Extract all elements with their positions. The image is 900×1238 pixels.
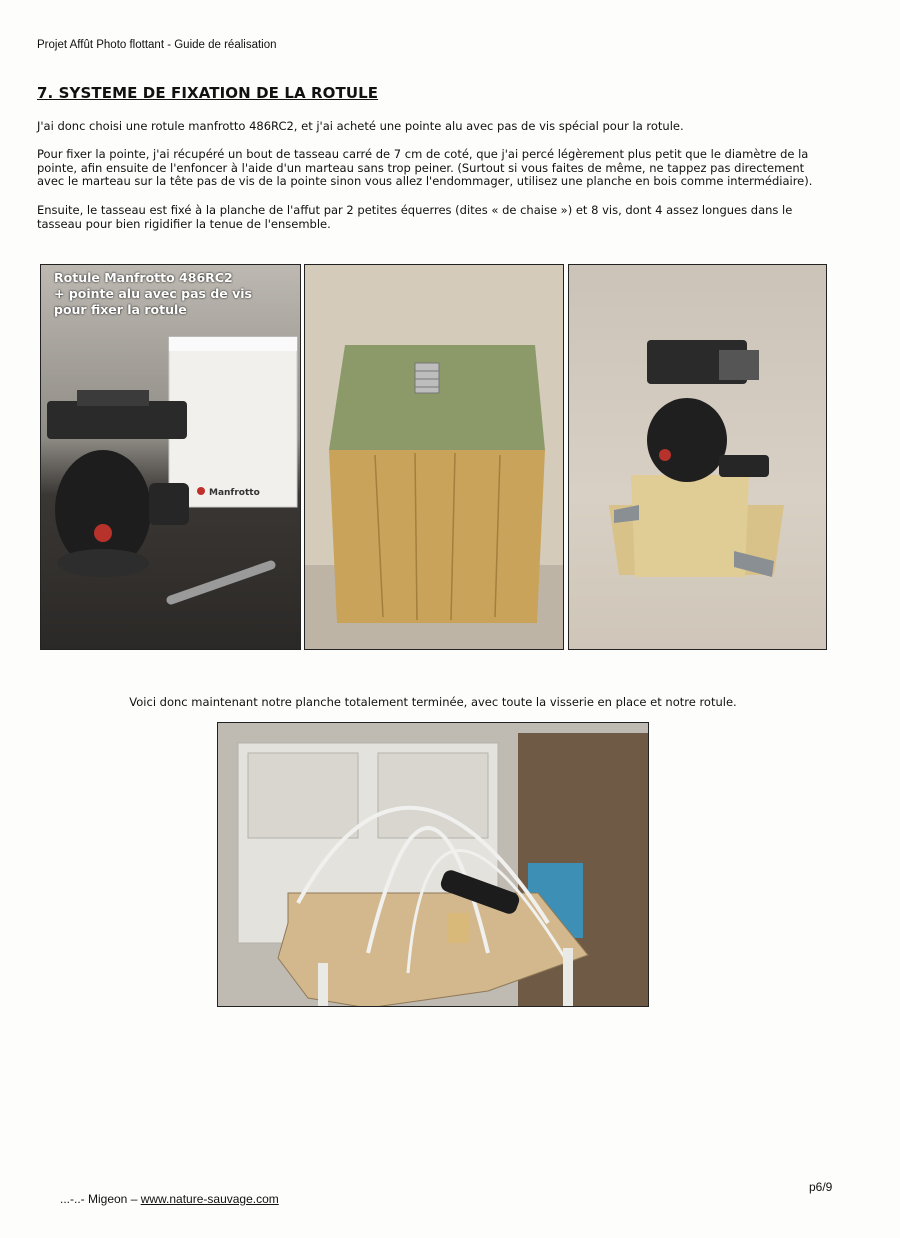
photo-ball-head (40, 264, 301, 650)
photo-finished-board (217, 722, 649, 1007)
page-header: Projet Affût Photo flottant - Guide de réalisation (37, 39, 277, 51)
ball-head-illustration (41, 265, 301, 650)
finished-board-illustration (218, 723, 649, 1007)
footer-author-name: ...-..- Migeon – (60, 1192, 141, 1206)
photo-caption: Rotule Manfrotto 486RC2 + pointe alu avec pas de vis pour fixer la rotule (54, 270, 252, 317)
paragraph-fixing: Pour fixer la pointe, j'ai récupéré un bout de tasseau carré de 7 cm de coté, que j'ai percé légèrement plus petit que le diamètre de la pointe, afin ensuite de l'enfoncer à l'aide d'un marteau sans trop peiner. (Surtout si vous faites de même, ne tappez pas directement avec le marteau sur la tête pas de vis de la pointe sinon vous allez l'endommager, utilisez une planche en bois comme intermédiaire). (37, 147, 813, 188)
footer-site-link[interactable]: www.nature-sauvage.com (140, 1192, 279, 1206)
box-brand-text: Manfrotto (209, 488, 260, 498)
paragraph-intro: J'ai donc choisi une rotule manfrotto 486RC2, et j'ai acheté une pointe alu avec pas de vis spécial pour la rotule. (37, 119, 684, 133)
footer-author (60, 1192, 279, 1206)
wood-block-illustration (305, 265, 564, 650)
page-number: p6/9 (809, 1180, 833, 1194)
photo-mounted-head (568, 264, 827, 650)
mounted-head-illustration (569, 265, 827, 650)
section-title: 7. SYSTEME DE FIXATION DE LA ROTULE (37, 84, 379, 102)
paragraph-bracket: Ensuite, le tasseau est fixé à la planche de l'affut par 2 petites équerres (dites « de chaise ») et 8 vis, dont 4 assez longues dans le tasseau pour bien rigidifier la tenue de l'ensemble. (37, 203, 793, 231)
photo-wood-block (304, 264, 564, 650)
closing-text: Voici donc maintenant notre planche totalement terminée, avec toute la visserie en place et notre rotule. (129, 695, 737, 709)
